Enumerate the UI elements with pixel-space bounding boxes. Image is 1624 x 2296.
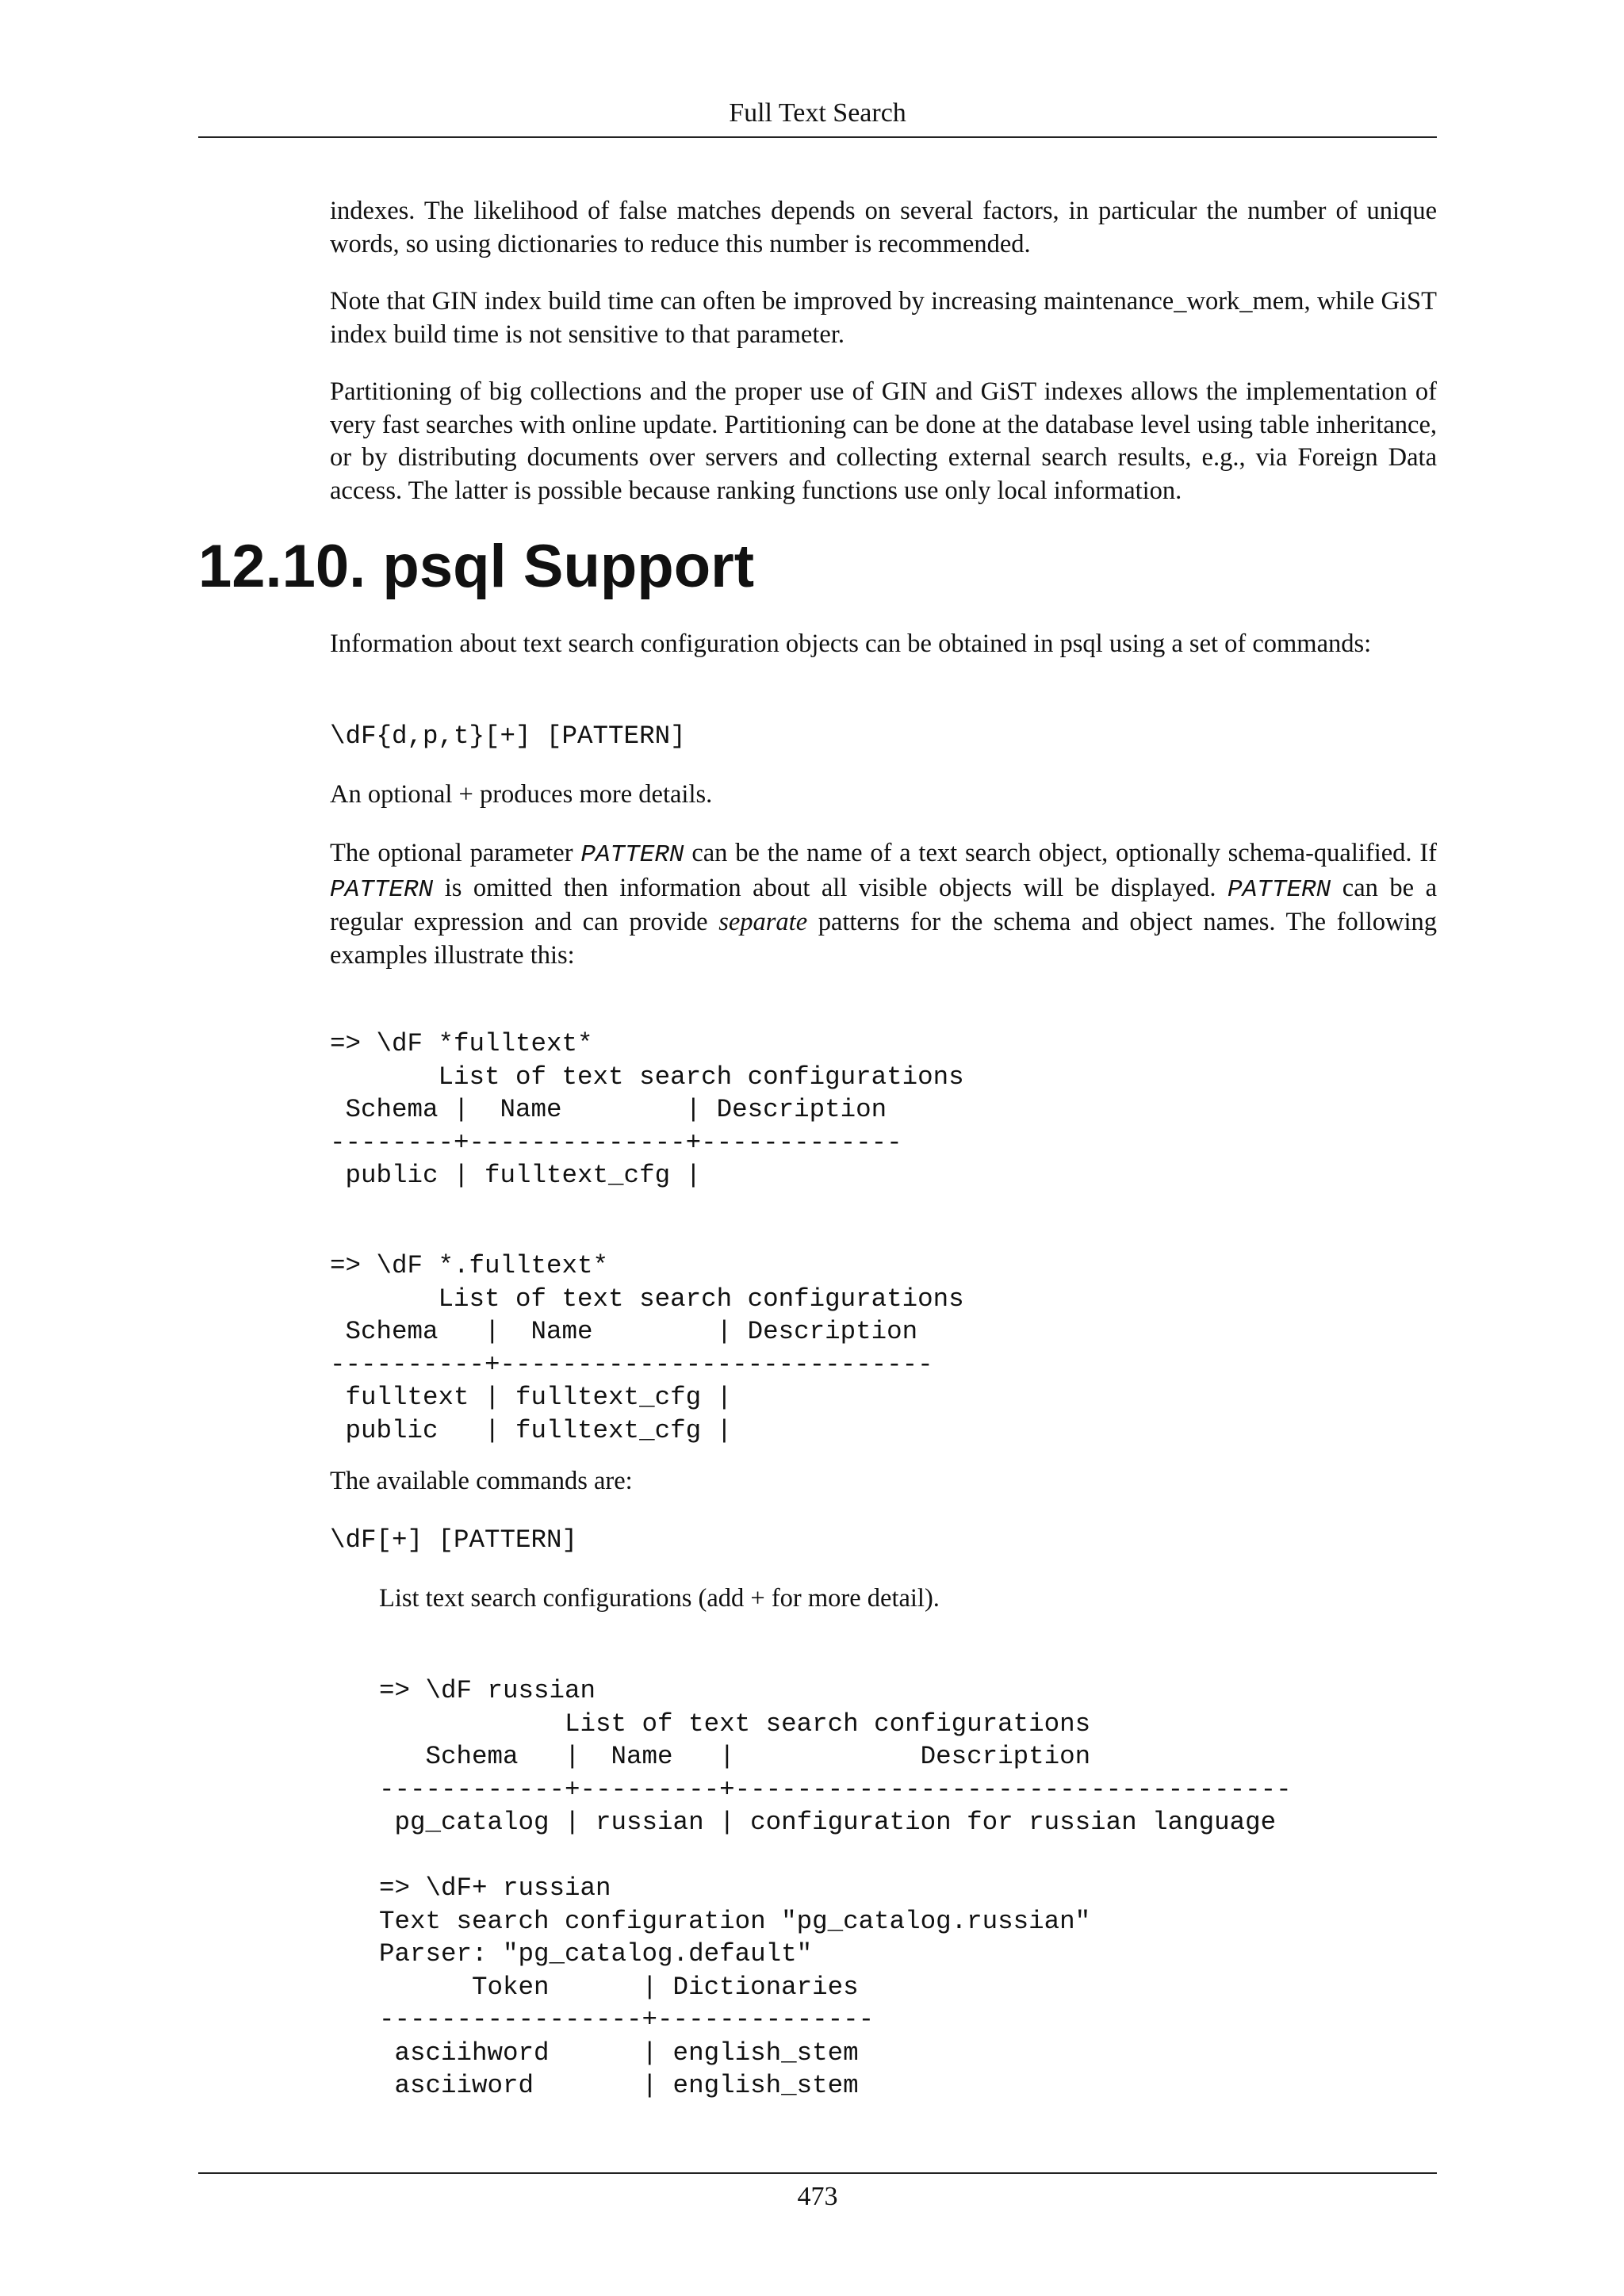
- code-example-fulltext: => \dF *fulltext* List of text search configurations Schema | Name | Description --------+--------------+------------- public | fulltext_cfg |: [330, 1029, 964, 1190]
- code-example-schema-fulltext: => \dF *.fulltext* List of text search configurations Schema | Name | Description ----------+---------------------------- fulltext | fulltext_cfg | public | fulltext_cfg |: [330, 1251, 964, 1445]
- paragraph-intro: Information about text search configuration objects can be obtained in psql using a set of commands:: [330, 629, 1372, 658]
- paragraph-pattern: [330, 837, 1437, 972]
- pattern-text-5: patterns for the schema and object names. The following examples illustrate this:: [330, 908, 1437, 970]
- paragraph-plus-note: An optional + produces more details.: [330, 780, 713, 809]
- header-rule: [198, 136, 1437, 138]
- pattern-code-3: PATTERN: [1228, 875, 1331, 904]
- pattern-text-2: can be the name of a text search object, optionally schema-qualified. If: [684, 839, 1437, 867]
- pattern-text-3: is omitted then information about all visible objects will be displayed.: [433, 873, 1228, 902]
- running-header: Full Text Search: [729, 98, 906, 128]
- command-synopsis: \dF{d,p,t}[+] [PATTERN]: [330, 721, 686, 751]
- pattern-text-1: The optional parameter: [330, 839, 581, 867]
- command-term: \dF[+] [PATTERN]: [330, 1525, 578, 1555]
- footer-rule: [198, 2172, 1437, 2174]
- paragraph-available-commands: The available commands are:: [330, 1467, 633, 1495]
- pattern-code-2: PATTERN: [330, 875, 434, 904]
- pattern-code-1: PATTERN: [580, 841, 684, 869]
- command-description: List text search configurations (add + for more detail).: [379, 1584, 940, 1613]
- paragraph-partitioning: Partitioning of big collections and the proper use of GIN and GiST indexes allows the implementation of very fast searches with online update. Partitioning can be done at the database level using table inheritance, or by distributing documents over servers and collecting external search results, e.g., via Foreign Data access. The latter is possible because ranking functions use only local information.: [330, 377, 1437, 505]
- pattern-emphasis: separate: [718, 908, 808, 936]
- code-example-russian: => \dF russian List of text search configurations Schema | Name | Description ------------+---------+------------------------------------ pg_catalog | russian | configuration for russian language => \dF+ russian Text search configuration "pg_catalog.russian" Parser: "pg_catalog.default" Token | Dictionaries -----------------+-------------- asciihword | english_stem asciiword | english_stem: [379, 1676, 1292, 2100]
- paragraph-gin-build-time: Note that GIN index build time can often be improved by increasing maintenance_work_mem, while GiST index build time is not sensitive to that parameter.: [330, 287, 1437, 349]
- page-number: 473: [797, 2182, 838, 2211]
- pattern-text-4: can be a regular expression and can provide: [330, 873, 1438, 936]
- paragraph-index-false-matches: indexes. The likelihood of false matches depends on several factors, in particular the number of unique words, so using dictionaries to reduce this number is recommended.: [330, 197, 1437, 258]
- section-heading: 12.10. psql Support: [198, 533, 755, 600]
